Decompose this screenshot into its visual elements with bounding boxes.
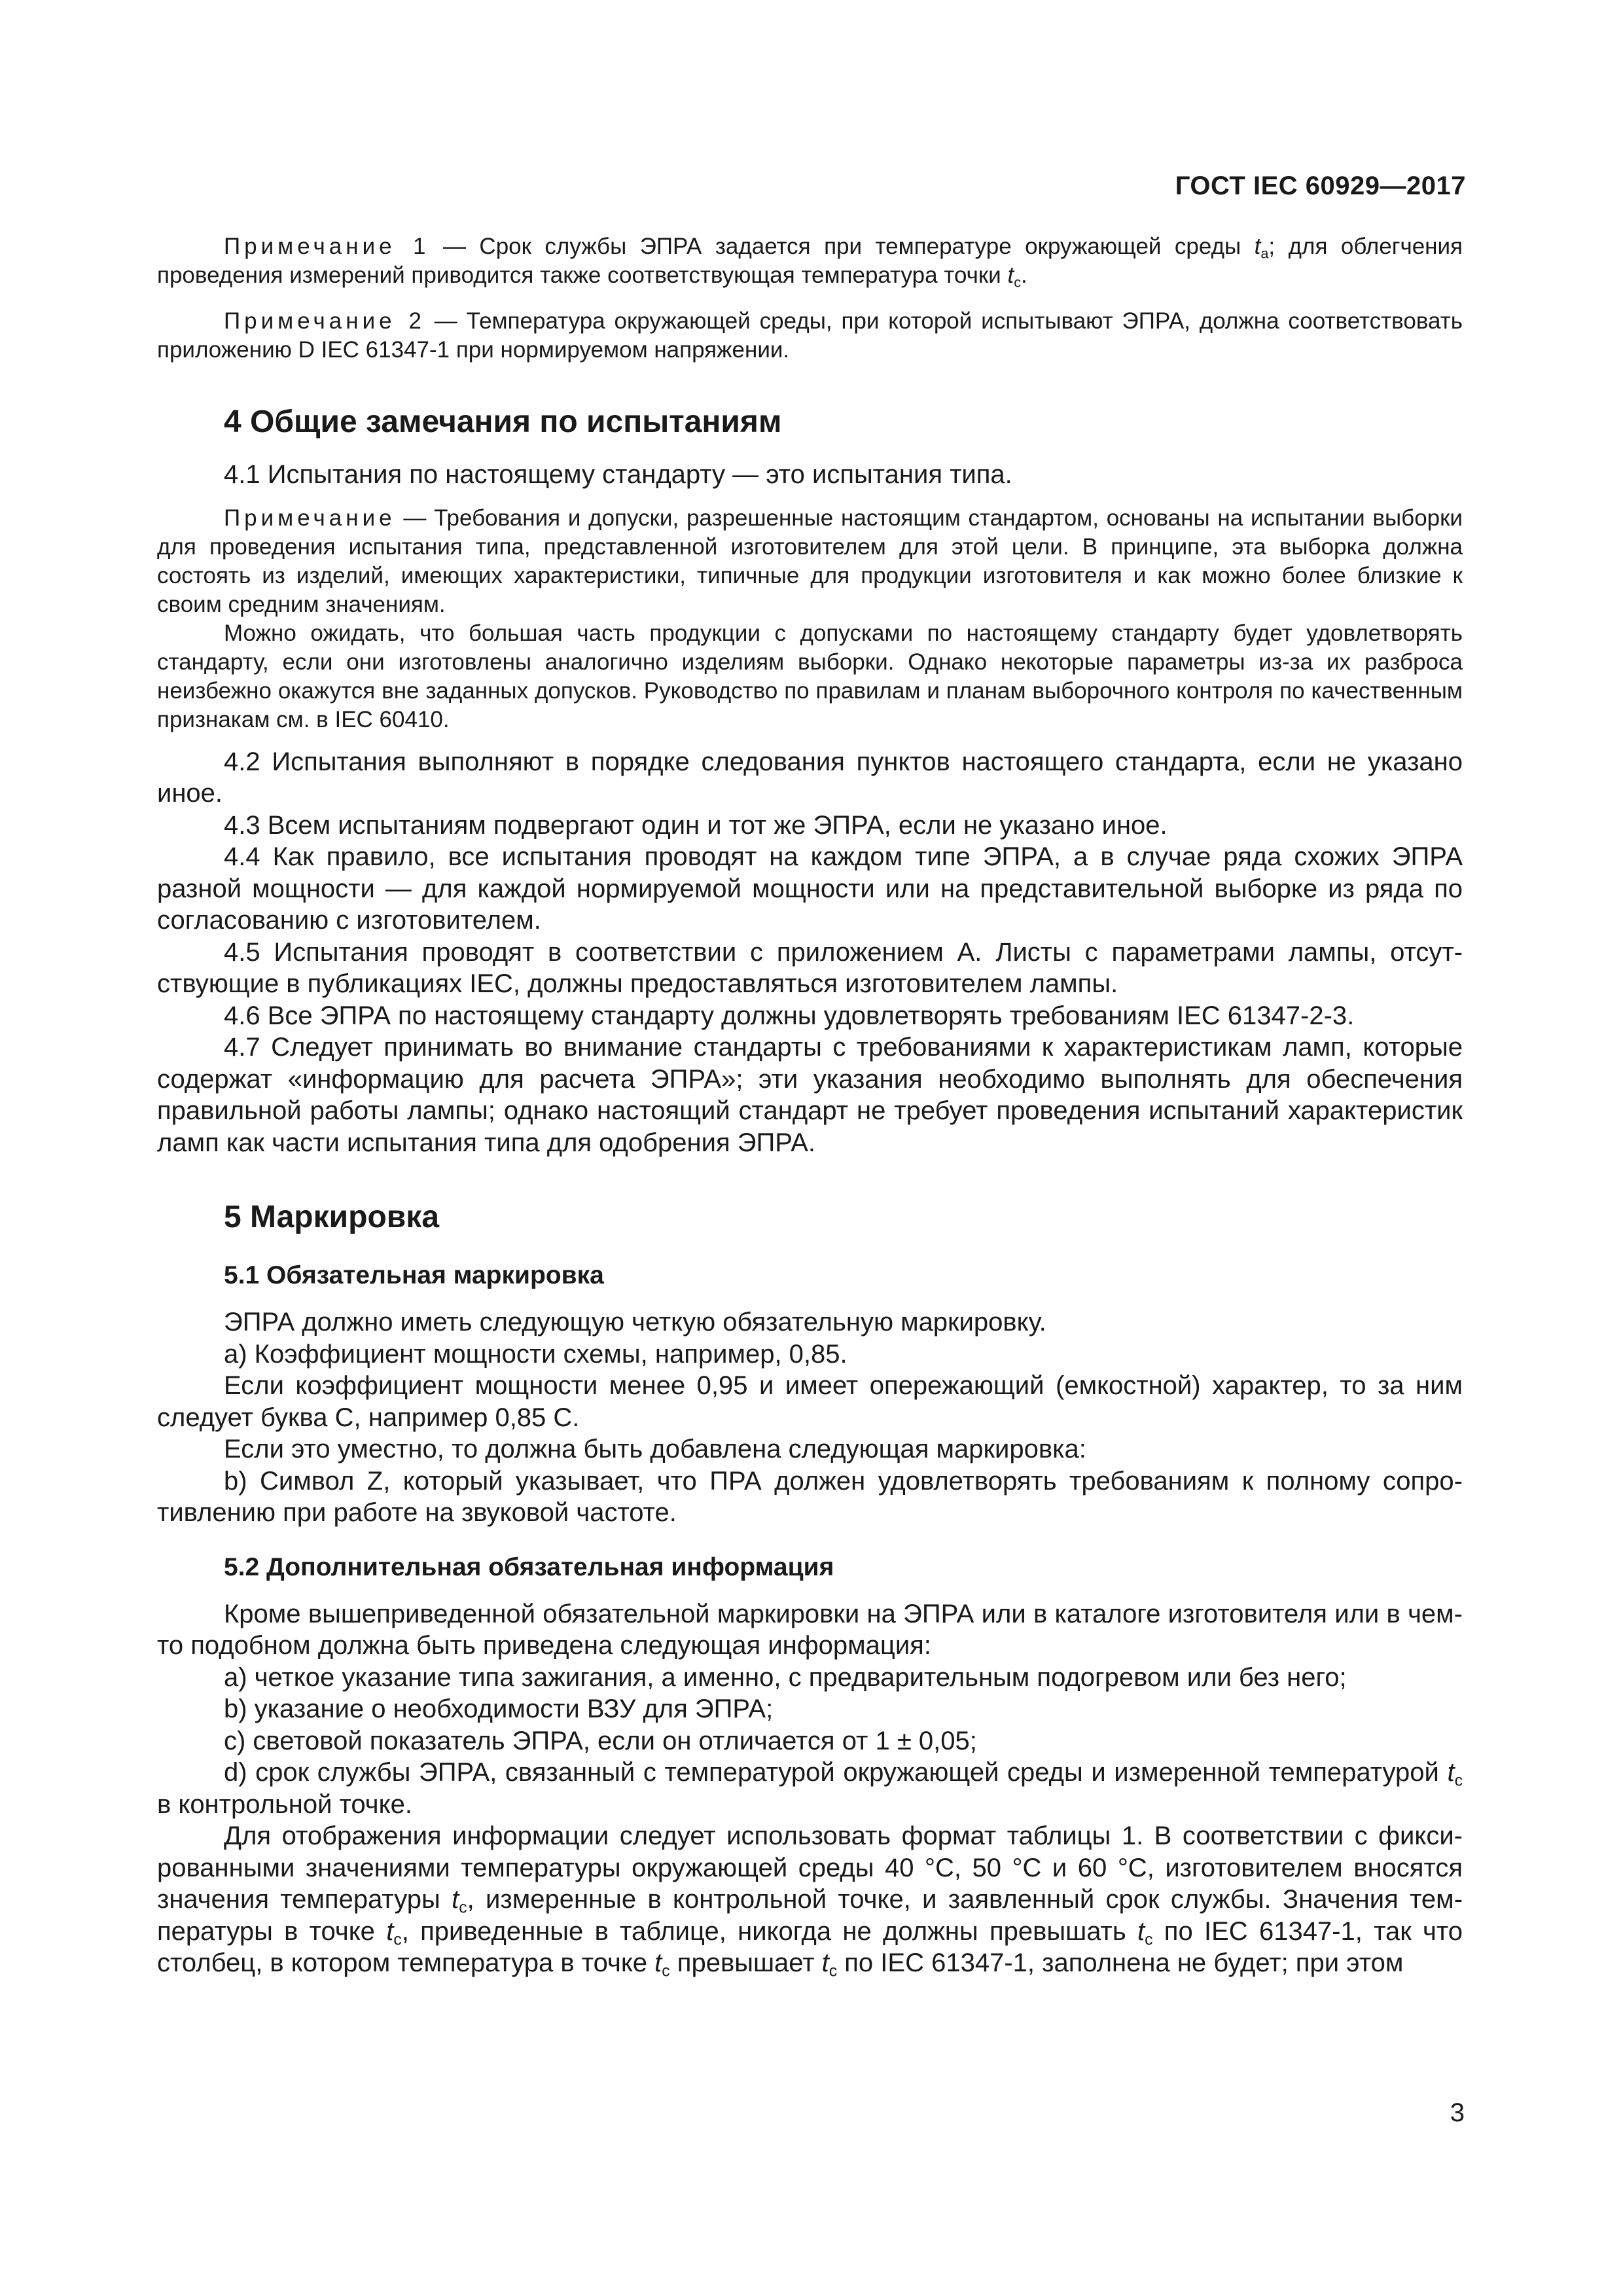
page-number: 3	[1450, 2098, 1465, 2127]
para-5-2-c: c) световой показатель ЭПРА, если он отличается от 1 ± 0,05;	[224, 1726, 977, 1755]
para-5-2-b: b) указание о необходимости ВЗУ для ЭПРА;	[224, 1695, 774, 1723]
section-5-title: 5 Маркировка	[224, 1200, 440, 1234]
subsection-5-1-title: 5.1 Обязательная маркировка	[224, 1261, 604, 1289]
para-5-1-b: b) Символ Z, который указывает, что ПРА должен удовлетворять требованиям к полному сопротивлению при работе на звуковой частоте.	[157, 1466, 1463, 1527]
note-2: Примечание 2 — Температура окружающей среды, при которой испытывают ЭПРА, должна соответствовать приложению D IEC 61347-1 при нормируемом напряжении.	[157, 308, 1463, 363]
para-5-1-a: а) Коэффициент мощности схемы, например, 0,85.	[224, 1339, 847, 1369]
para-5-2-d: d) срок службы ЭПРА, связанный с температурой окружающей среды и измеренной температурой $t_c$ в контрольной точке.	[157, 1758, 1463, 1819]
section-4-title: 4 Общие замечания по испытаниям	[224, 404, 782, 439]
para-4-6: 4.6 Все ЭПРА по настоящему стандарту должны удовлетворять требованиям IEC 61347-2-3.	[224, 1001, 1355, 1030]
subsection-5-2-title: 5.2 Дополнительная обязательная информация	[224, 1552, 834, 1581]
note-section-4: Примечание — Требования и допуски, разрешенные настоящим стандартом, основаны на испытании выборки для проведения испытания типа, представленной изготовителем для этой цели. В принципе, эта выборка должна состоять из изделий, имеющих характеристики, типичные для продукции изготовителя и как можно более близкие к своим средним значениям.	[157, 505, 1463, 617]
para-4-5: 4.5 Испытания проводят в соответствии с приложением А. Листы с параметрами лампы, отсутствующие в публикациях IEC, должны предоставляться изготовителем лампы.	[157, 937, 1463, 998]
para-4-1: 4.1 Испытания по настоящему стандарту — это испытания типа.	[224, 460, 1012, 489]
standard-header: ГОСТ IEC 60929—2017	[1175, 171, 1466, 200]
para-5-1-3: Если это уместно, то должна быть добавлена следующая маркировка:	[224, 1435, 1086, 1463]
note-label: Примечание	[224, 505, 396, 531]
para-5-2-1: Кроме вышеприведенной обязательной маркировки на ЭПРА или в каталоге изготовителя или в чем-то подобном должна быть приведена следующая информация:	[157, 1599, 1463, 1660]
para-4-3: 4.3 Всем испытаниям подвергают один и тот же ЭПРА, если не указано иное.	[224, 810, 1168, 840]
para-5-2-a: а) четкое указание типа зажигания, а именно, с предварительным подогревом или без него;	[224, 1662, 1347, 1692]
para-5-2-table-info: Для отображения информации следует использовать формат таблицы 1. В соответствии с фиксированными значениями температуры окружающей среды 40 °С, 50 °С и 60 °С, изготовителем вносятся значения температуры $t_c$, измеренные в контрольной точке, и заявленный срок службы. Значения температуры в точке $t_c$, приведенные в таблице, никогда не должны превышать $t_c$ по IEC 61347-1, так что столбец, в котором температура в точке $t_c$ превышает $t_c$ по IEC 61347-1, заполнена не будет; при этом	[157, 1821, 1463, 1981]
page-content	[157, 232, 1463, 1979]
note-section-4-continued: Можно ожидать, что большая часть продукции с допусками по настоящему стандарту будет удовлетворять стандарту, если они изготовлены аналогично изделиям выборки. Однако некоторые параметры из-за их разброса неизбежно окажутся вне заданных допусков. Руководство по правилам и планам выборочного контроля по качественным признакам см. в IEC 60410.	[157, 620, 1463, 732]
para-4-2: 4.2 Испытания выполняют в порядке следования пунктов настоящего стандарта, если не указано иное.	[157, 747, 1463, 808]
para-4-4: 4.4 Как правило, все испытания проводят на каждом типе ЭПРА, а в случае ряда схожих ЭПРА разной мощности — для каждой нормируемой мощности или на представительной выборке из ряда по согласованию с изготовителем.	[157, 842, 1463, 935]
note-2-label: Примечание 2	[224, 308, 425, 334]
para-5-1-1: ЭПРА должно иметь следующую четкую обязательную маркировку.	[224, 1308, 1046, 1336]
para-4-7: 4.7 Следует принимать во внимание стандарты с требованиями к характеристикам ламп, которые содержат «информацию для расчета ЭПРА»; эти указания необходимо выполнять для обеспечения правильной работы лампы; однако настоящий стандарт не требует проведения испытаний характеристик ламп как части испытания типа для одобрения ЭПРА.	[157, 1033, 1463, 1157]
para-5-1-2: Если коэффициент мощности менее 0,95 и имеет опережающий (емкостной) характер, то за ним следует буква С, например 0,85 С.	[157, 1371, 1463, 1432]
note-1: Примечание 1 — Срок службы ЭПРА задается при температуре окружающей среды $t_a$; для облегчения проведения измерений приводится также соответствующая температура точки $t_c$.	[157, 234, 1463, 291]
note-1-label: Примечание 1	[224, 234, 430, 259]
